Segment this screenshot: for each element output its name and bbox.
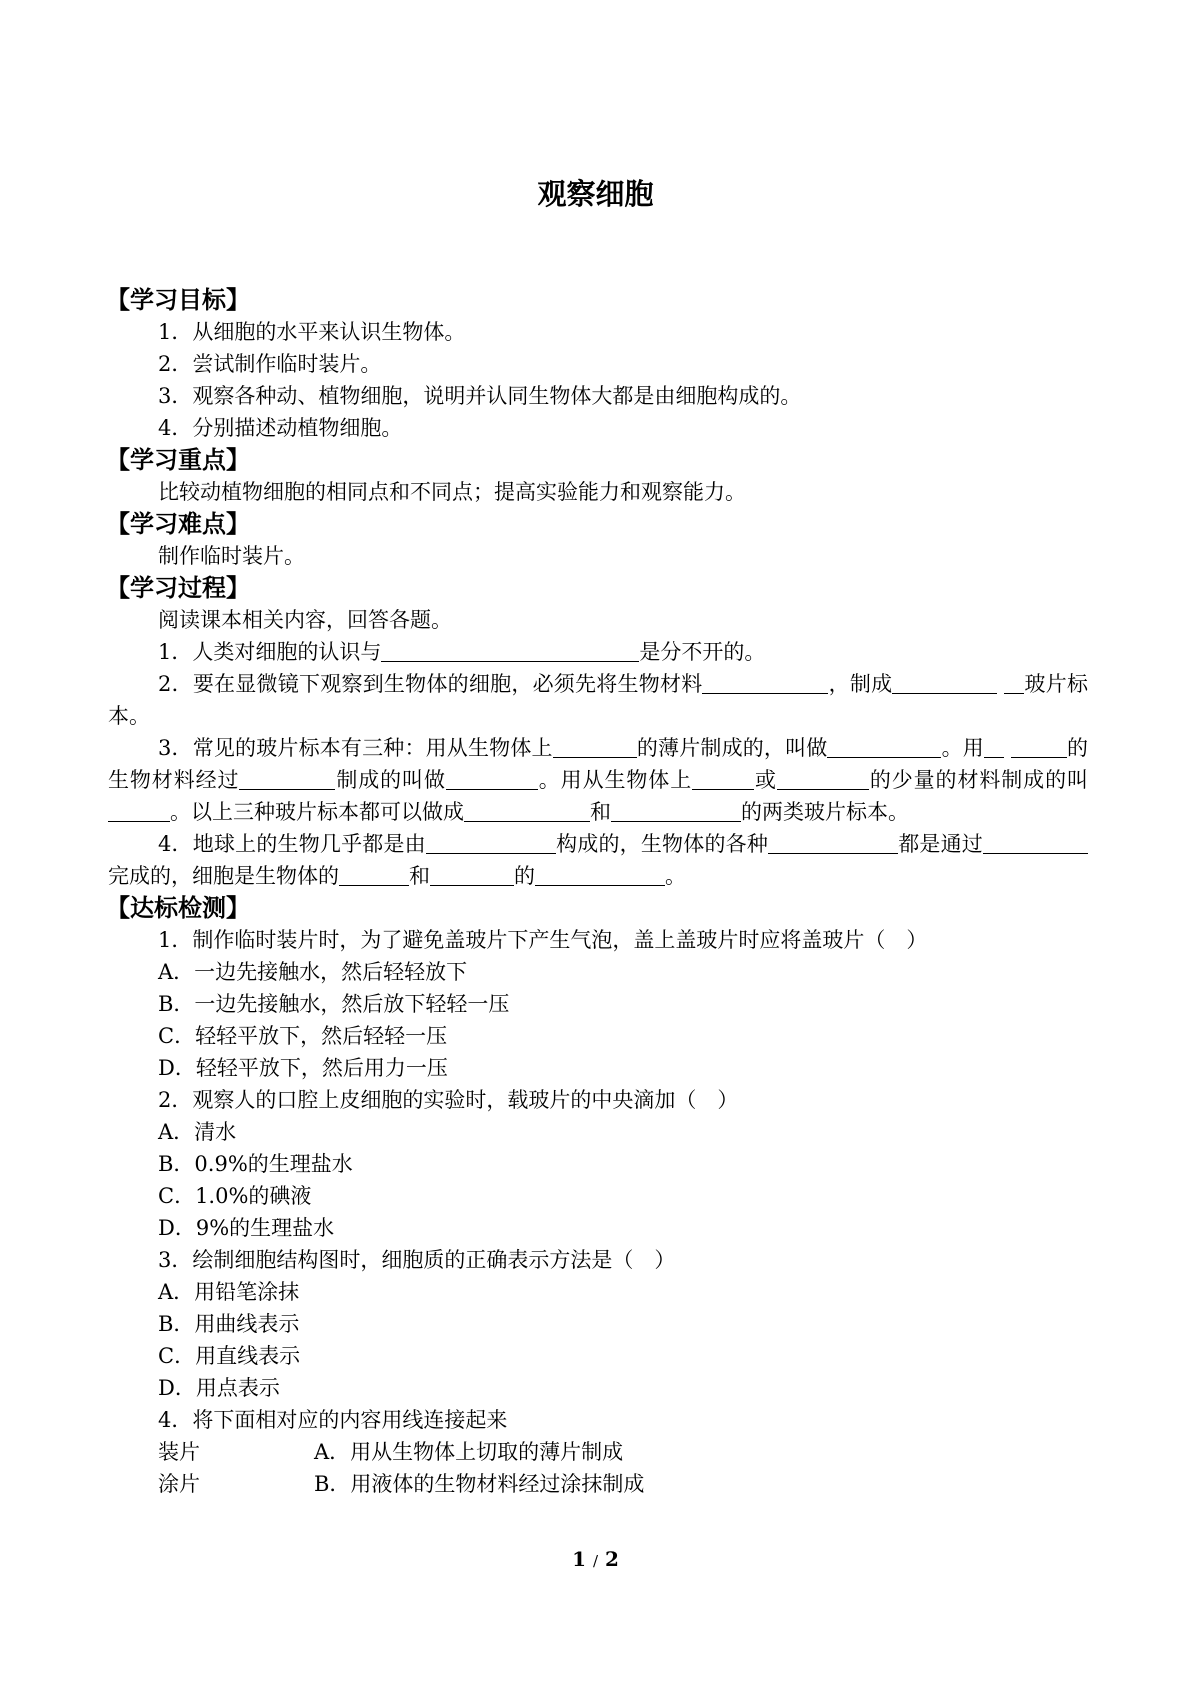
fill-blank[interactable] bbox=[768, 831, 898, 854]
answer-option[interactable]: D．9%的生理盐水 bbox=[158, 1216, 335, 1240]
fill-blank[interactable] bbox=[702, 671, 828, 694]
test-question-4: 4．将下面相对应的内容用线连接起来 bbox=[158, 1408, 508, 1432]
answer-option[interactable]: A．用铅笔涂抹 bbox=[158, 1280, 300, 1304]
match-right-item[interactable]: B．用液体的生物材料经过涂抹制成 bbox=[314, 1472, 645, 1496]
test-heading: 【达标检测】 bbox=[106, 894, 250, 922]
match-left-item[interactable]: 装片 bbox=[158, 1440, 200, 1464]
fill-blank[interactable] bbox=[239, 767, 335, 790]
page-title: 观察细胞 bbox=[537, 177, 654, 211]
fill-blank[interactable] bbox=[1011, 735, 1067, 758]
objective-item: 2．尝试制作临时装片。 bbox=[158, 352, 382, 376]
process-intro: 阅读课本相关内容，回答各题。 bbox=[158, 608, 452, 632]
answer-option[interactable]: C．1.0%的碘液 bbox=[158, 1184, 312, 1208]
page-number: 1 / 2 bbox=[572, 1547, 619, 1571]
objectives-heading: 【学习目标】 bbox=[106, 286, 250, 314]
answer-option[interactable]: D．用点表示 bbox=[158, 1376, 280, 1400]
fill-blank[interactable] bbox=[692, 767, 754, 790]
answer-option[interactable]: D．轻轻平放下，然后用力一压 bbox=[158, 1056, 448, 1080]
answer-option[interactable]: C．用直线表示 bbox=[158, 1344, 301, 1368]
match-right-item[interactable]: A．用从生物体上切取的薄片制成 bbox=[314, 1440, 624, 1464]
difficulties-heading: 【学习难点】 bbox=[106, 510, 250, 538]
fill-blank[interactable] bbox=[535, 863, 665, 886]
fill-blank[interactable] bbox=[892, 671, 997, 694]
test-question-3: 3．绘制细胞结构图时，细胞质的正确表示方法是（ ） bbox=[158, 1248, 676, 1272]
fill-blank[interactable] bbox=[446, 767, 538, 790]
process-question-2: 2．要在显微镜下观察到生物体的细胞，必须先将生物材料 ，制成 玻片标本。 bbox=[108, 672, 1089, 728]
match-row bbox=[108, 1468, 1088, 1500]
answer-option[interactable]: B．0.9%的生理盐水 bbox=[158, 1152, 353, 1176]
fill-blank[interactable] bbox=[1004, 671, 1024, 694]
fill-blank[interactable] bbox=[777, 767, 869, 790]
test-question-2: 2．观察人的口腔上皮细胞的实验时，载玻片的中央滴加（ ） bbox=[158, 1088, 739, 1112]
match-left-item[interactable]: 涂片 bbox=[158, 1472, 200, 1496]
process-heading: 【学习过程】 bbox=[106, 574, 250, 602]
process-question-1: 1．人类对细胞的认识与 是分不开的。 bbox=[158, 640, 766, 664]
fill-blank[interactable] bbox=[426, 831, 556, 854]
fill-blank[interactable] bbox=[553, 735, 637, 758]
process-question-4: 4．地球上的生物几乎都是由 构成的，生物体的各种 都是通过完成的，细胞是生物体的 和 的 。 bbox=[108, 828, 1088, 892]
key-points-text: 比较动植物细胞的相同点和不同点；提高实验能力和观察能力。 bbox=[158, 480, 746, 504]
fill-blank[interactable] bbox=[984, 735, 1004, 758]
fill-blank[interactable] bbox=[983, 831, 1088, 854]
answer-option[interactable]: B．用曲线表示 bbox=[158, 1312, 300, 1336]
objective-item: 3．观察各种动、植物细胞，说明并认同生物体大都是由细胞构成的。 bbox=[158, 384, 802, 408]
test-question-1: 1．制作临时装片时，为了避免盖玻片下产生气泡，盖上盖玻片时应将盖玻片（ ） bbox=[158, 928, 928, 952]
objective-item: 1．从细胞的水平来认识生物体。 bbox=[158, 320, 466, 344]
fill-blank[interactable] bbox=[381, 639, 639, 662]
answer-option[interactable]: A．一边先接触水，然后轻轻放下 bbox=[158, 960, 468, 984]
answer-option[interactable]: A．清水 bbox=[158, 1120, 237, 1144]
process-question-3: 3．常见的玻片标本有三种：用从生物体上 的薄片制成的，叫做 。用 的生物材料经过 制成的叫做 。用从生物体上 或 的少量的材料制成的叫。以上三种玻片标本都可以做成 和 的两类玻片标本。 bbox=[108, 736, 1089, 824]
fill-blank[interactable] bbox=[339, 863, 409, 886]
answer-option[interactable]: C．轻轻平放下，然后轻轻一压 bbox=[158, 1024, 448, 1048]
difficulties-text: 制作临时装片。 bbox=[158, 544, 305, 568]
fill-blank[interactable] bbox=[611, 799, 741, 822]
match-row bbox=[108, 1436, 1088, 1468]
fill-blank[interactable] bbox=[464, 799, 590, 822]
fill-blank[interactable] bbox=[108, 799, 170, 822]
objective-item: 4．分别描述动植物细胞。 bbox=[158, 416, 403, 440]
answer-option[interactable]: B．一边先接触水，然后放下轻轻一压 bbox=[158, 992, 510, 1016]
key-points-heading: 【学习重点】 bbox=[106, 446, 250, 474]
fill-blank[interactable] bbox=[827, 735, 941, 758]
document-body bbox=[108, 284, 1088, 1500]
fill-blank[interactable] bbox=[430, 863, 514, 886]
